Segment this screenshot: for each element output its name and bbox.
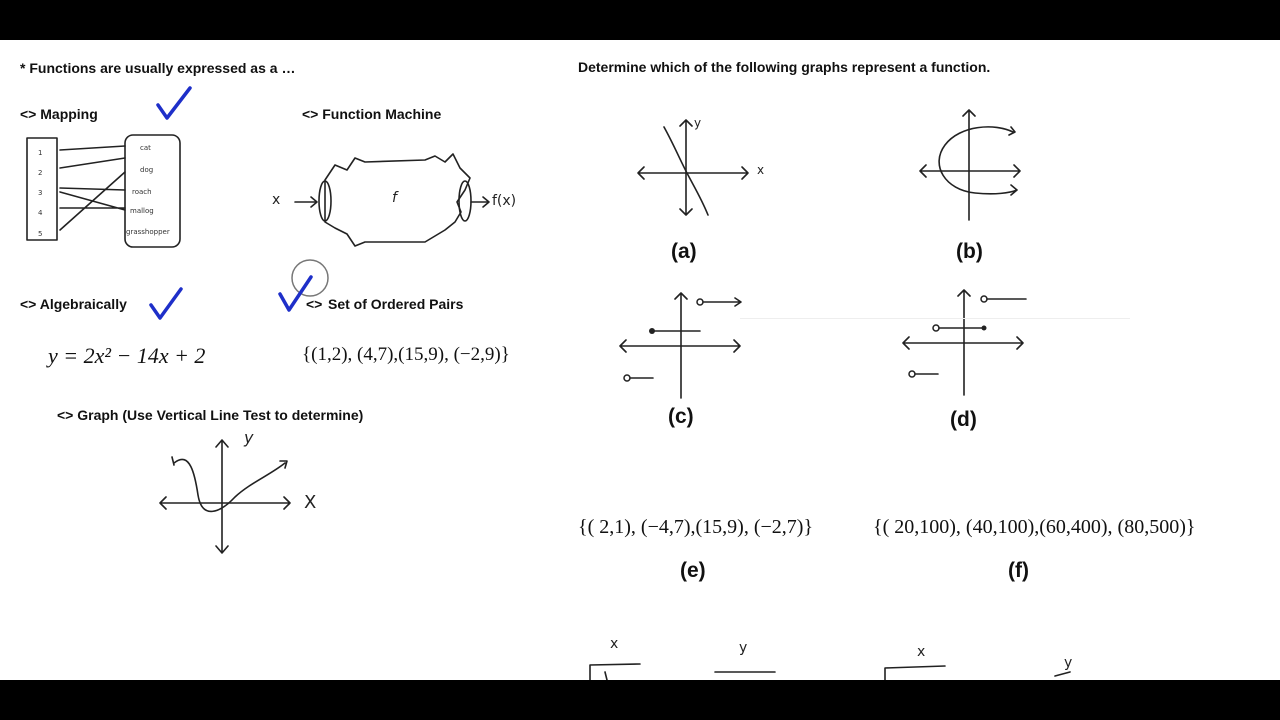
function-machine-label: <> Function Machine [302, 106, 442, 122]
mapping-range-values [126, 144, 170, 236]
graph-label: <> Graph (Use Vertical Line Test to determine) [57, 407, 364, 423]
range-dog: dog [140, 166, 154, 174]
graph-x-label: X [304, 492, 317, 513]
ordered-pairs-bullet: <> [306, 296, 323, 312]
machine-input: x [272, 192, 281, 208]
range-grasshopper: grasshopper [126, 228, 170, 236]
worksheet-page [0, 40, 1280, 680]
machine-output: f(x) [492, 193, 517, 209]
domain-3: 3 [38, 189, 43, 197]
mapping-diagram [20, 130, 190, 255]
intro-text: * Functions are usually expressed as a … [20, 60, 296, 76]
table2-x-header: x [917, 644, 926, 660]
mapping-domain-values [38, 149, 43, 238]
mapping-label: <> Mapping [20, 106, 98, 122]
mapping-checkmark-icon [150, 85, 195, 125]
ordered-pairs-label: Set of Ordered Pairs [328, 296, 464, 312]
ordered-pairs-set: {(1,2), (4,7),(15,9), (−2,9)} [302, 344, 510, 365]
machine-f: f [392, 190, 397, 206]
domain-2: 2 [38, 169, 43, 177]
label-c: (c) [668, 405, 694, 428]
vertical-line-test-graph [150, 435, 330, 560]
label-a: (a) [671, 240, 697, 263]
scan-line [740, 318, 1130, 319]
question-prompt: Determine which of the following graphs represent a function. [578, 59, 991, 75]
graph-a-y: y [694, 116, 702, 130]
domain-4: 4 [38, 209, 43, 217]
set-e: {( 2,1), (−4,7),(15,9), (−2,7)} [578, 516, 814, 538]
set-f: {( 20,100), (40,100),(60,400), (80,500)} [873, 516, 1196, 538]
graph-d [898, 285, 1033, 400]
table1-y-header: y [739, 640, 748, 656]
graph-c [615, 288, 750, 403]
table1-x-header: x [610, 636, 619, 652]
function-machine-diagram [265, 150, 530, 260]
domain-5: 5 [38, 230, 43, 238]
graph-a [630, 115, 760, 225]
label-e: (e) [680, 559, 706, 582]
table2-y-header: y [1064, 655, 1073, 671]
algebraic-equation: y = 2x² − 14x + 2 [48, 343, 206, 368]
algebraic-label: <> Algebraically [20, 296, 127, 312]
algebraic-checkmark-icon [145, 285, 190, 325]
graph-y-label: y [244, 428, 254, 447]
range-roach: roach [132, 188, 152, 196]
bottom-tables-edge [585, 660, 1085, 680]
graph-b [915, 105, 1035, 225]
graph-a-x: x [757, 163, 765, 177]
range-mallog: mallog [130, 207, 154, 215]
label-d: (d) [950, 408, 977, 431]
label-b: (b) [956, 240, 983, 263]
label-f: (f) [1008, 559, 1029, 582]
domain-1: 1 [38, 149, 43, 157]
range-cat: cat [140, 144, 151, 152]
